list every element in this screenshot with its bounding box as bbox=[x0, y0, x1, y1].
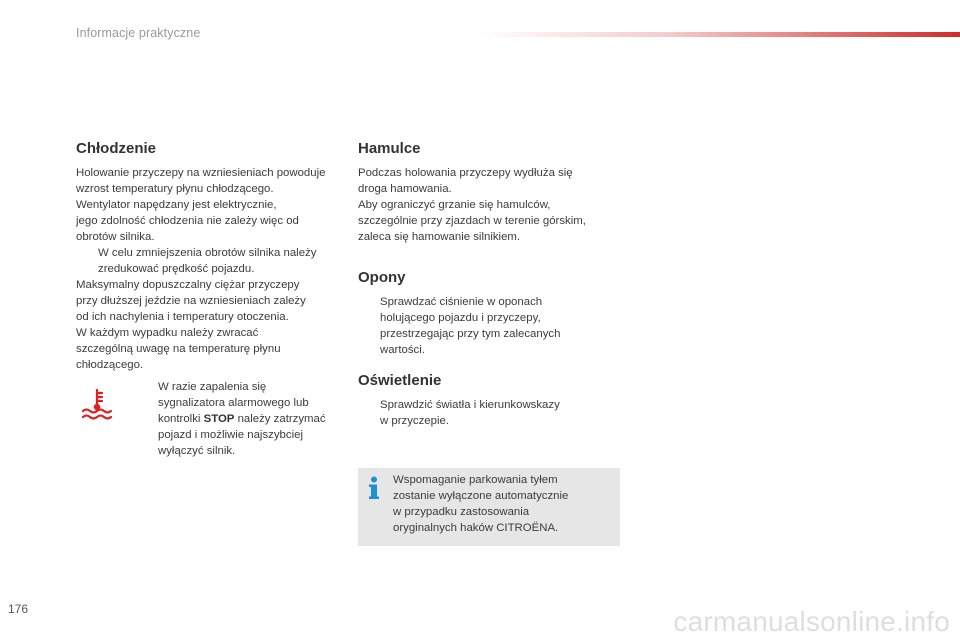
text-line: w przypadku zastosowania bbox=[393, 506, 530, 518]
cooling-heading: Chłodzenie bbox=[76, 140, 157, 157]
text-line: szczególnie przy zjazdach w terenie górskim, bbox=[358, 215, 586, 227]
text-line: holującego pojazdu i przyczepy, bbox=[380, 312, 541, 324]
text-line: Wentylator napędzany jest elektrycznie, bbox=[76, 199, 277, 211]
text-line: W razie zapalenia się bbox=[158, 381, 267, 393]
cooling-text bbox=[76, 165, 348, 245]
lights-bullet bbox=[358, 397, 620, 429]
info-box bbox=[358, 468, 620, 546]
text-line: w przyczepie. bbox=[380, 415, 450, 427]
text-line: zostanie wyłączone automatycznie bbox=[393, 490, 569, 502]
header-accent-bar bbox=[478, 32, 960, 37]
text-line: chłodzącego. bbox=[76, 359, 144, 371]
text-line: Podczas holowania przyczepy wydłuża się bbox=[358, 167, 573, 179]
coolant-warning-block bbox=[76, 379, 348, 461]
stop-label: STOP bbox=[203, 413, 235, 425]
text-line: Maksymalny dopuszczalny ciężar przyczepy bbox=[76, 279, 300, 291]
text-line: należy zatrzymać bbox=[237, 413, 326, 425]
right-column bbox=[358, 140, 620, 429]
text-line: kontrolki bbox=[158, 413, 201, 425]
tyres-heading: Opony bbox=[358, 269, 406, 286]
text-line: obrotów silnika. bbox=[76, 231, 155, 243]
text-line: wyłączyć silnik. bbox=[158, 445, 236, 457]
brakes-heading: Hamulce bbox=[358, 140, 421, 157]
text-line: W każdym wypadku należy zwracać bbox=[76, 327, 259, 339]
brakes-section bbox=[358, 140, 620, 245]
watermark: carmanualsonline.info bbox=[673, 606, 950, 637]
cooling-bullet bbox=[76, 245, 348, 277]
text-line: wzrost temperatury płynu chłodzącego. bbox=[76, 183, 274, 195]
text-line: jego zdolność chłodzenia nie zależy więc od bbox=[76, 215, 299, 227]
tyres-section bbox=[358, 269, 620, 358]
text-line: Holowanie przyczepy na wzniesieniach powoduje bbox=[76, 167, 326, 179]
text-line: wartości. bbox=[380, 344, 425, 356]
tyres-bullet bbox=[358, 294, 620, 358]
page-number: 176 bbox=[8, 602, 29, 616]
text-line: Sprawdzać ciśnienie w oponach bbox=[380, 296, 543, 308]
cooling-section bbox=[76, 140, 348, 461]
text-line: oryginalnych haków CITROËNA. bbox=[393, 522, 559, 534]
coolant-temperature-warning-icon bbox=[80, 387, 114, 423]
text-line: przy dłuższej jeździe na wzniesieniach zależy bbox=[76, 295, 306, 307]
text-line: sygnalizatora alarmowego lub bbox=[158, 397, 309, 409]
warning-bullet bbox=[138, 379, 348, 459]
text-line: Aby ograniczyć grzanie się hamulców, bbox=[358, 199, 551, 211]
brakes-text bbox=[358, 165, 620, 245]
text-line: Wspomaganie parkowania tyłem bbox=[393, 474, 558, 486]
text-line: szczególną uwagę na temperaturę płynu bbox=[76, 343, 281, 355]
section-title: Informacje praktyczne bbox=[76, 26, 201, 40]
lights-heading: Oświetlenie bbox=[358, 372, 442, 389]
text-line: pojazd i możliwie najszybciej bbox=[158, 429, 303, 441]
text-line: W celu zmniejszenia obrotów silnika należy bbox=[98, 247, 317, 259]
lights-section bbox=[358, 372, 620, 429]
text-line: droga hamowania. bbox=[358, 183, 452, 195]
text-line: zaleca się hamowanie silnikiem. bbox=[358, 231, 521, 243]
info-icon bbox=[368, 476, 380, 500]
info-text bbox=[393, 472, 615, 536]
cooling-text-2 bbox=[76, 277, 348, 373]
text-line: od ich nachylenia i temperatury otoczenia. bbox=[76, 311, 289, 323]
text-line: Sprawdzić światła i kierunkowskazy bbox=[380, 399, 560, 411]
text-line: przestrzegając przy tym zalecanych bbox=[380, 328, 561, 340]
text-line: zredukować prędkość pojazdu. bbox=[98, 263, 255, 275]
